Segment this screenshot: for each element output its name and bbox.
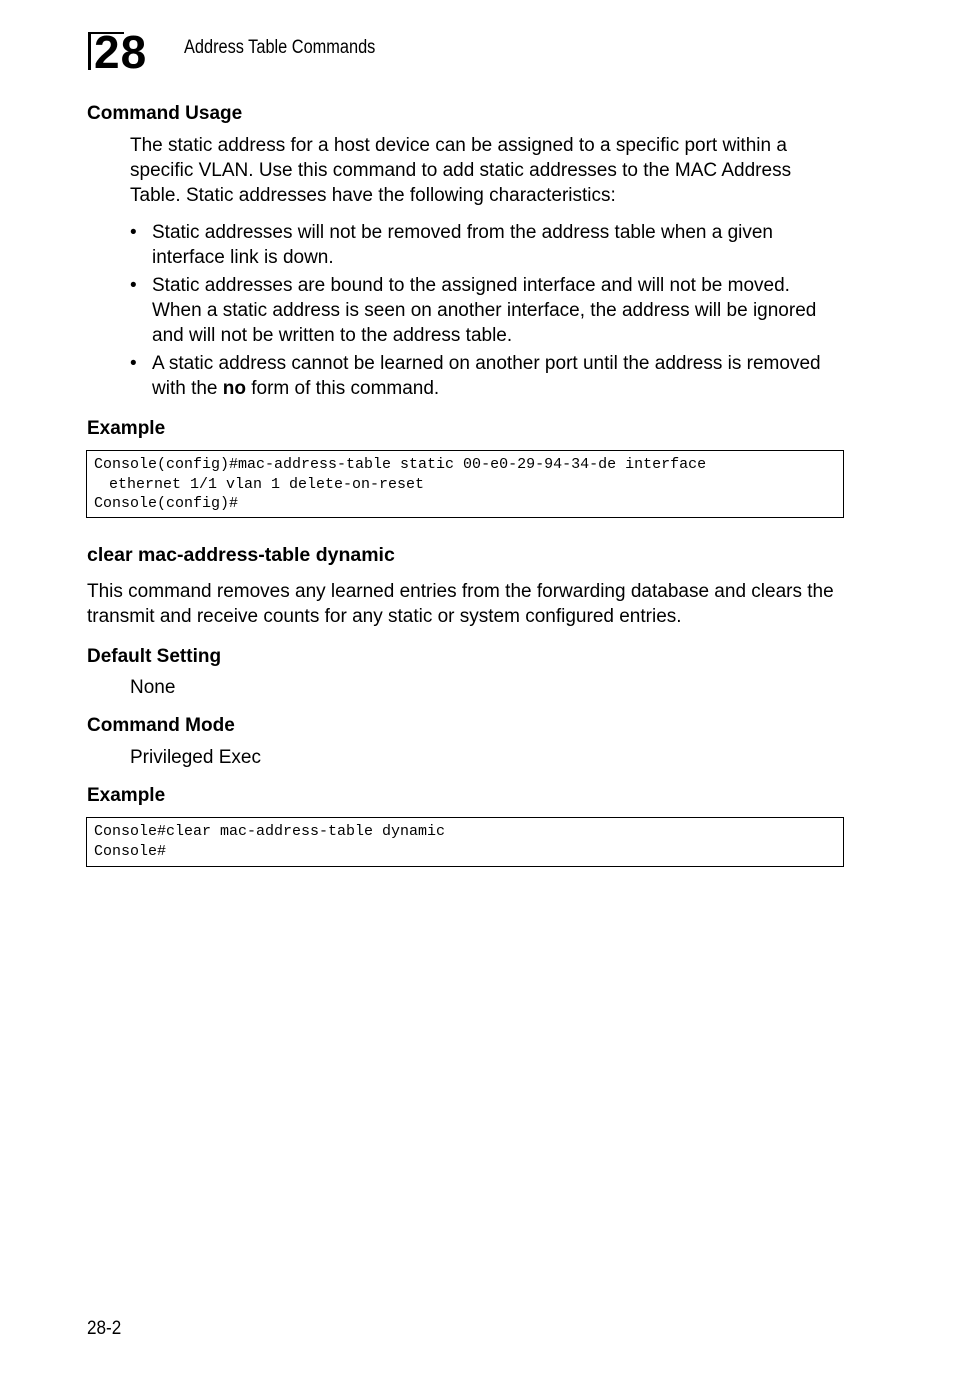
code-line: ethernet 1/1 vlan 1 delete-on-reset (109, 475, 425, 493)
command-usage-bullets (130, 220, 842, 404)
bullet-icon: • (130, 353, 137, 374)
chapter-number (88, 26, 168, 78)
page-number: 28-2 (87, 1318, 122, 1339)
command-mode-value: Privileged Exec (130, 747, 261, 768)
default-setting-heading: Default Setting (87, 646, 222, 667)
command-usage-heading: Command Usage (87, 103, 243, 124)
section-description: This command removes any learned entries from the forwarding database and clears the transmit and receive counts for any static or system configured entries. (87, 581, 834, 627)
section-title: clear mac-address-table dynamic (87, 544, 395, 566)
bullet-item (130, 351, 842, 401)
example-heading: Example (87, 418, 166, 439)
chapter-title: Address Table Commands (184, 37, 376, 58)
bullet-item (130, 220, 842, 270)
bullet-icon: • (130, 222, 137, 243)
code-example-2 (86, 817, 844, 867)
bullet-text-pre: A static address cannot be learned on another port until the address is removed with the (152, 353, 821, 399)
bullet-icon: • (130, 275, 137, 296)
code-line: Console# (94, 842, 167, 860)
command-mode-heading: Command Mode (87, 715, 235, 736)
code-line: Console(config)#mac-address-table static 00-e0-29-94-34-de interface (94, 456, 707, 473)
bullet-text: Static addresses are bound to the assigned interface and will not be moved. When a static address is seen on another interface, the address will be ignored and will not be written to the address table. (152, 275, 817, 346)
bullet-text-post: form of this command. (245, 378, 440, 399)
code-example-1 (86, 450, 844, 518)
command-usage-intro: The static address for a host device can be assigned to a specific port within a specific VLAN. Use this command to add static addresses to the MAC Address Table. Static addresses have the following characteristics: (130, 135, 792, 206)
chapter-number-digits: 28 (94, 26, 148, 78)
default-setting-value: None (130, 677, 176, 698)
code-line: Console(config)# (94, 495, 239, 512)
bullet-text: Static addresses will not be removed from the address table when a given interface link is down. (152, 222, 773, 268)
bullet-text-bold-no: no (222, 378, 246, 399)
bullet-item (130, 273, 842, 348)
example-heading: Example (87, 785, 166, 806)
chapter-number-bar (88, 32, 91, 70)
code-line: Console#clear mac-address-table dynamic (94, 823, 446, 840)
